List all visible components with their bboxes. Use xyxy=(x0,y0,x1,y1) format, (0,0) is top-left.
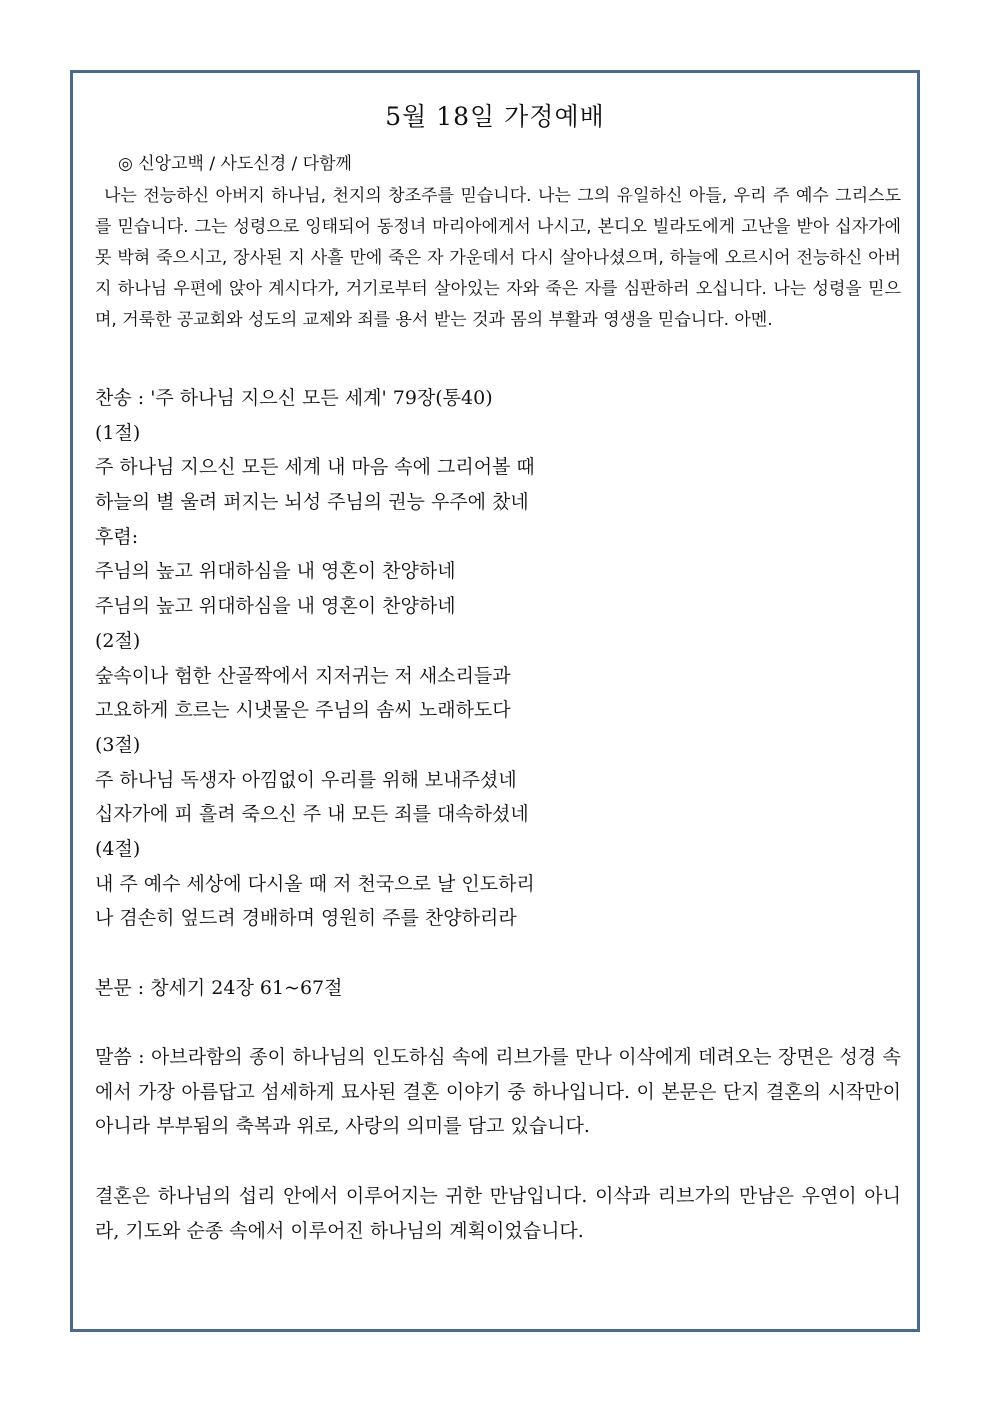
chorus-label: 후렴: xyxy=(95,525,139,548)
verse3-line2: 십자가에 피 흘려 죽으신 주 내 모든 죄를 대속하셨네 xyxy=(95,803,529,826)
page-frame xyxy=(70,70,920,1332)
verse4-line2: 나 겸손히 엎드려 경배하며 영원히 주를 찬양하리라 xyxy=(95,907,517,930)
verse1-label: (1절) xyxy=(95,421,141,444)
page-title: 5월 18일 가정예배 xyxy=(385,102,605,131)
hymn-header: 찬송 : '주 하나님 지으신 모든 세계' 79장(통40) xyxy=(95,387,493,409)
verse1-line1: 주 하나님 지으신 모든 세계 내 마음 속에 그리어볼 때 xyxy=(95,456,535,479)
scripture-reference: 본문 : 창세기 24장 61~67절 xyxy=(95,976,343,999)
verse3-line1: 주 하나님 독생자 아낌없이 우리를 위해 보내주셨네 xyxy=(95,768,517,791)
verse1-line2: 하늘의 별 울려 퍼지는 뇌성 주님의 권능 우주에 찼네 xyxy=(95,491,529,514)
chorus-line2: 주님의 높고 위대하심을 내 영혼이 찬양하네 xyxy=(95,595,456,618)
chorus-line1: 주님의 높고 위대하심을 내 영혼이 찬양하네 xyxy=(95,560,456,583)
sermon-paragraph-1: 말씀 : 아브라함의 종이 하나님의 인도하심 속에 리브가를 만나 이삭에게 데려오는 장면은 성경 속에서 가장 아름답고 섬세하게 묘사된 결혼 이야기 중 하나입니다. 이 본문은 단지 결혼의 시작만이 아니라 부부됨의 축복과 위로, 사랑의 의미를 담고 있습니다. xyxy=(95,1046,901,1138)
worship-content xyxy=(95,381,901,1248)
creed-heading: ◎ 신앙고백 / 사도신경 / 다함께 xyxy=(118,154,352,174)
sermon-paragraph-2: 결혼은 하나님의 섭리 안에서 이루어지는 귀한 만남입니다. 이삭과 리브가의 만남은 우연이 아니라, 기도와 순종 속에서 이루어진 하나님의 계획이었습니다. xyxy=(95,1184,901,1242)
spacer xyxy=(95,1144,901,1179)
verse4-label: (4절) xyxy=(95,837,141,860)
spacer xyxy=(95,936,901,971)
verse2-line1: 숲속이나 험한 산골짝에서 지저귀는 저 새소리들과 xyxy=(95,664,511,687)
creed-section xyxy=(95,147,901,336)
verse3-label: (3절) xyxy=(95,733,141,756)
spacer xyxy=(95,1005,901,1040)
creed-text: 나는 전능하신 아버지 하나님, 천지의 창조주를 믿습니다. 나는 그의 유일하신 아들, 우리 주 예수 그리스도를 믿습니다. 그는 성령으로 잉태되어 동정녀 마리아에게서 나시고, 본디오 빌라도에게 고난을 받아 십자가에 못 박혀 죽으시고, 장사된 지 사흘 만에 죽은 자 가운데서 다시 살아나셨으며, 하늘에 오르시어 전능하신 아버지 하나님 우편에 앉아 계시다가, 거기로부터 살아있는 자와 죽은 자를 심판하러 오십니다. 나는 성령을 믿으며, 거룩한 공교회와 성도의 교제와 죄를 용서 받는 것과 몸의 부활과 영생을 믿습니다. 아멘. xyxy=(95,186,901,330)
verse4-line1: 내 주 예수 세상에 다시올 때 저 천국으로 날 인도하리 xyxy=(95,872,535,895)
verse2-line2: 고요하게 흐르는 시냇물은 주님의 솜씨 노래하도다 xyxy=(95,699,511,722)
verse2-label: (2절) xyxy=(95,629,141,652)
